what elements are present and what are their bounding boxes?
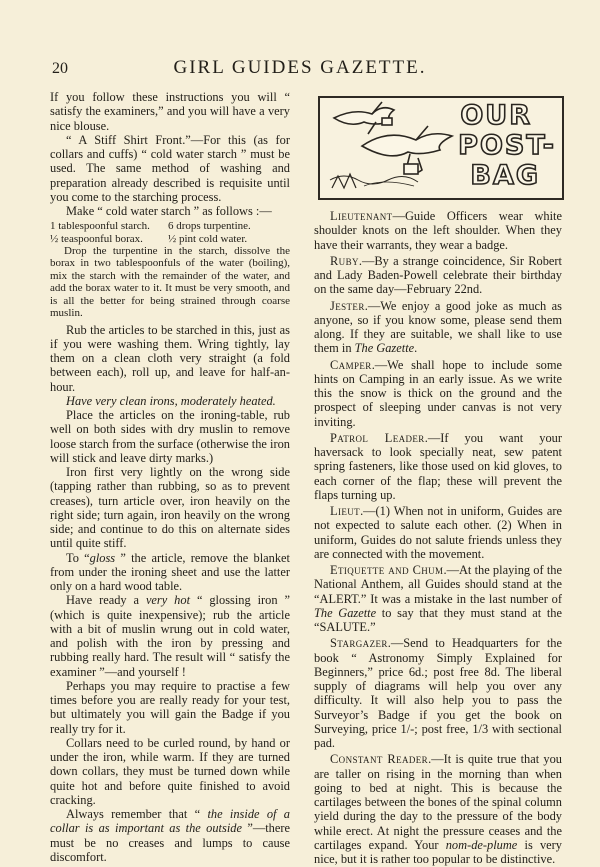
paragraph: Make “ cold water starch ” as follows :— [66, 204, 272, 218]
text-run: ” the article, remove the blanket from under the ironing sheet and use the latter only on a hard wood table. [50, 550, 290, 593]
correspondent-name: Patrol Leader [330, 430, 425, 445]
paragraph: Place the articles on the ironing-table, rub well on both sides with dry muslin to remove loose starch from the surface (otherwise the iron will stick and leave dirty marks.) [50, 408, 290, 465]
paragraph: Rub the articles to be starched in this, just as if you were washing them. Wring tightly, lay them on a clean cloth very straight (a fold between each), roll up, and leave for half-an-hour. [50, 322, 290, 394]
reply-text: .—We enjoy a good joke as much as anyone, so if you know some, please send them along. If they are suitable, we shall like to use them in [314, 298, 562, 356]
reply-text: .—It is quite true that you are taller on rising in the morning than when going to bed at night. This is because the cartilages between the bones of the spinal column yield during the day to the pressure of the body while erect. At night the pressure ceases and the cartilages expand. Your [314, 752, 563, 852]
emphasis-text: the inside of a collar is as important as the outside [50, 807, 290, 836]
correspondent-name: Ruby [330, 253, 359, 268]
masthead-title-line: POST- [458, 130, 556, 161]
recipe-item: ½ teaspoonful borax. [50, 232, 143, 245]
reply-text: .—(1) When not in uniform, Guides are not expected to salute each other. (2) When in uniform, Guides do not salute friends unless they are connected with the movement. [314, 504, 562, 561]
correspondent-name: Jester [330, 298, 365, 313]
emphasis-text: nom-de-plume [445, 837, 518, 852]
text-run: To “ [66, 550, 90, 565]
masthead-title-line: OUR [460, 100, 532, 131]
letter-reply [314, 752, 562, 866]
text-run: Always remember that “ [66, 807, 208, 821]
correspondent-name: Lieutenant [330, 209, 393, 223]
paragraph: If you follow these instructions you will “ satisfy the examiners,” and you will have a very nice blouse. [50, 90, 290, 133]
reply-text: .—We shall hope to include some hints on Camping in an early issue. As we write this the snow is thick on the ground and the prospect of sleeping under canvas is not very inviting. [314, 357, 562, 429]
reply-text: is very nice, but it is rather too popular to be distinctive. [314, 837, 563, 866]
masthead-title-line: BAG [470, 160, 540, 191]
text-run: Have ready a [66, 593, 146, 608]
page-number: 20 [52, 60, 68, 77]
paragraph: “ A Stiff Shirt Front.”—For this (as for collars and cuffs) “ cold water starch ” must be used. The same method of washing and preparation already described is requisite until you come to the starching process. [50, 132, 290, 204]
recipe-method: Drop the turpentine in the starch, dissolve the borax in two tablespoonfuls of the water (boiling), mix the starch with the remainder of the water, and add the borax water to it. It must be very smooth, and is all the better for being strained through coarse muslin. [50, 245, 290, 320]
post-bag-masthead [318, 96, 564, 200]
correspondent-name: Constant Reader [330, 752, 429, 767]
reply-text: .—At the playing of the National Anthem, all Guides should stand at the “ALERT.” It was a mistake in the last number of [314, 563, 562, 606]
letter-reply [314, 563, 562, 634]
text-run: ”—there must be no creases and lumps to cause discomfort. [50, 821, 290, 864]
emphasis-text: The Gazette [314, 605, 377, 620]
correspondent-name: Camper [330, 357, 372, 372]
reply-text: .—If you want your haversack to look specially neat, sew patent spring fasteners, like those used on kid gloves, to each corner of the flap; these will prevent the flaps turning up. [314, 430, 562, 502]
emphasis-text: The Gazette [354, 341, 415, 356]
letter-reply [314, 299, 562, 356]
paragraph: Have very clean irons, moderately heated. [66, 393, 276, 408]
letter-reply [314, 209, 562, 252]
birds-carrying-letters-illustration [324, 100, 474, 194]
recipe-item: ½ pint cold water. [168, 232, 248, 245]
reply-text: to say that they must stand at the “SALUTE.” [314, 605, 562, 634]
paragraph: Perhaps you may require to practise a few times before you are really ready for your test, but ultimately you will gain the Badge if you really try for it. [50, 678, 290, 736]
letter-reply [314, 358, 562, 429]
right-column [314, 207, 562, 866]
running-title: GIRL GUIDES GAZETTE. [173, 57, 427, 78]
reply-text: .—By a strange coincidence, Sir Robert and Lady Baden-Powell celebrate their birthday on the same day—February 22nd. [314, 253, 562, 297]
reply-text: .—Send to Headquarters for the book “ Astronomy Simply Explained for Beginners,” price 6d.; post free 8d. The liberal supply of diagrams will help you over any difficulty. It will also help you to pass the Surveyor’s Badge if you get the book on Surveying, price 1/-; post free, 1/3 with sectional pad. [314, 636, 562, 750]
recipe-item: 6 drops turpentine. [168, 220, 251, 233]
correspondent-name: Stargazer [330, 636, 388, 651]
letter-reply [314, 636, 562, 750]
text-run: “ glossing iron ” (which is quite inexpensive); rub the article with a bit of muslin wrung out in cold water, and polish with the iron by pressing and rubbing really hard. The result will “ satisfy the examiner ”—and yourself ! [50, 593, 290, 679]
emphasis-text: very hot [145, 593, 191, 608]
left-column [50, 90, 290, 864]
paragraph: Iron first very lightly on the wrong side (tapping rather than rubbing, so as to prevent creases), turn article over, iron heavily on the right side; turn again, iron heavily on the wrong side; and continue to do this on alternate sides until quite stiff. [50, 465, 290, 551]
letter-reply [314, 254, 562, 297]
paragraph: Collars need to be curled round, by hand or under the iron, while warm. If they are turned down collars, they must be turned down while quite hot and before quite finished to avoid cracking. [50, 735, 290, 807]
reply-text: . [414, 341, 418, 356]
emphasis-text: gloss [89, 550, 116, 565]
letter-reply [314, 431, 562, 502]
starch-recipe [50, 220, 290, 319]
paragraph [50, 807, 290, 864]
paragraph [50, 593, 290, 679]
paragraph [50, 551, 290, 594]
recipe-item: 1 tablespoonful starch. [50, 220, 150, 233]
letter-reply [314, 504, 562, 561]
reply-text: —Guide Officers wear white shoulder knots on the left shoulder. When they have their warrants, they wear a badge. [314, 209, 562, 252]
correspondent-name: Lieut [330, 504, 361, 518]
correspondent-name: Etiquette and Chum [330, 563, 444, 577]
